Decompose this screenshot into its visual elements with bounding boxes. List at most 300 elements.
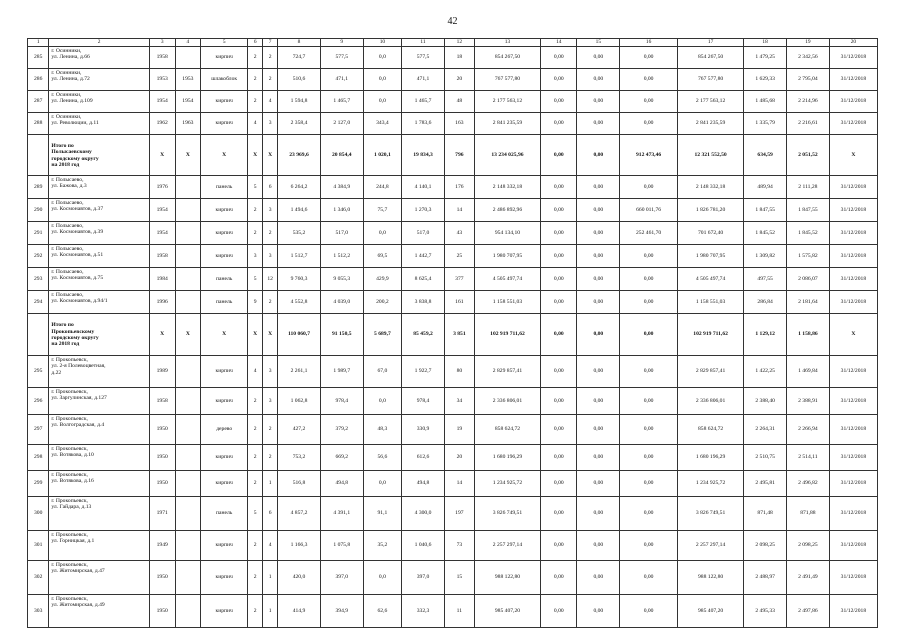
- wall-material-cell: кирпич: [201, 471, 248, 497]
- table-cell: 91 150,5: [320, 314, 363, 356]
- table-cell: 516,8: [278, 471, 321, 497]
- table-cell: 286,84: [744, 291, 787, 314]
- completion-date-cell: 31/12/2018: [829, 199, 877, 222]
- column-number-header: 4: [175, 39, 201, 47]
- table-cell: 102 919 711,62: [677, 314, 743, 356]
- table-cell: 2 261,1: [278, 356, 321, 388]
- table-cell: [175, 47, 201, 69]
- table-cell: 0,00: [620, 415, 678, 445]
- table-cell: 56,6: [363, 445, 401, 471]
- table-cell: 161: [444, 291, 474, 314]
- table-row: [28, 291, 878, 314]
- table-cell: [175, 445, 201, 471]
- table-cell: 1954: [175, 91, 201, 113]
- table-cell: 14: [444, 199, 474, 222]
- table-cell: 176: [444, 176, 474, 199]
- completion-date-cell: 31/12/2018: [829, 388, 877, 415]
- row-number-cell: 285: [28, 47, 49, 69]
- row-number-cell: 293: [28, 268, 49, 291]
- row-number-cell: 291: [28, 222, 49, 245]
- table-cell: 73: [444, 531, 474, 561]
- column-number-header: 9: [320, 39, 363, 47]
- table-cell: 4: [248, 356, 263, 388]
- address-cell: г. Прокопьевск, ул. Горницкая, д.1: [49, 531, 150, 561]
- table-cell: 2 181,64: [787, 291, 830, 314]
- table-cell: 1963: [175, 113, 201, 135]
- table-cell: 0,0: [363, 561, 401, 595]
- completion-date-cell: 31/12/2018: [829, 415, 877, 445]
- table-cell: 494,8: [320, 471, 363, 497]
- table-cell: 2 388,91: [787, 388, 830, 415]
- wall-material-cell: панель: [201, 268, 248, 291]
- wall-material-cell: кирпич: [201, 91, 248, 113]
- table-cell: 1 629,33: [744, 69, 787, 91]
- table-cell: 767 577,80: [474, 69, 540, 91]
- table-row: [28, 561, 878, 595]
- table-cell: 1 512,2: [320, 245, 363, 268]
- address-cell: г. Осинники, ул. Революции, д.11: [49, 113, 150, 135]
- table-cell: 11: [444, 595, 474, 628]
- table-cell: 2 514,11: [787, 445, 830, 471]
- table-cell: 0,00: [620, 445, 678, 471]
- table-cell: 1 158 551,03: [474, 291, 540, 314]
- completion-date-cell: 31/12/2018: [829, 222, 877, 245]
- table-cell: [175, 497, 201, 531]
- table-cell: 48,3: [363, 415, 401, 445]
- table-cell: 1 845,52: [787, 222, 830, 245]
- table-cell: 2: [248, 199, 263, 222]
- completion-date-cell: 31/12/2018: [829, 595, 877, 628]
- table-cell: 4: [263, 531, 278, 561]
- table-cell: [175, 388, 201, 415]
- table-row: [28, 69, 878, 91]
- table-cell: 2 177 563,12: [474, 91, 540, 113]
- table-cell: 397,0: [320, 561, 363, 595]
- table-cell: 1962: [149, 113, 175, 135]
- table-cell: 1953: [175, 69, 201, 91]
- table-cell: 4 300,0: [402, 497, 445, 531]
- table-cell: 660 011,76: [620, 199, 678, 222]
- table-row: [28, 268, 878, 291]
- table-cell: 1 465,7: [402, 91, 445, 113]
- table-cell: 0,00: [577, 291, 620, 314]
- completion-date-cell: 31/12/2018: [829, 176, 877, 199]
- table-cell: 1 469,84: [787, 356, 830, 388]
- table-cell: 197: [444, 497, 474, 531]
- table-cell: 1 479,25: [744, 47, 787, 69]
- table-cell: 1: [263, 595, 278, 628]
- table-cell: 912 473,46: [620, 135, 678, 176]
- table-cell: 0,00: [620, 268, 678, 291]
- table-cell: 0,00: [541, 222, 577, 245]
- table-cell: 3: [263, 388, 278, 415]
- table-cell: 12 321 552,50: [677, 135, 743, 176]
- wall-material-cell: кирпич: [201, 531, 248, 561]
- row-number-cell: [28, 314, 49, 356]
- wall-material-cell: шлакоблок: [201, 69, 248, 91]
- column-number-header: 18: [744, 39, 787, 47]
- completion-date-cell: X: [829, 314, 877, 356]
- column-number-header: 6: [248, 39, 263, 47]
- table-cell: 8 625,4: [402, 268, 445, 291]
- table-cell: 0,00: [577, 268, 620, 291]
- table-cell: 2: [248, 445, 263, 471]
- table-cell: 1 442,7: [402, 245, 445, 268]
- table-cell: 75,7: [363, 199, 401, 222]
- table-cell: 1 234 925,72: [677, 471, 743, 497]
- wall-material-cell: кирпич: [201, 595, 248, 628]
- table-cell: 1 980 707,95: [677, 245, 743, 268]
- wall-material-cell: панель: [201, 291, 248, 314]
- row-number-cell: 286: [28, 69, 49, 91]
- table-cell: 9 760,3: [278, 268, 321, 291]
- table-cell: [175, 245, 201, 268]
- table-cell: 2 216,61: [787, 113, 830, 135]
- table-cell: 2: [248, 415, 263, 445]
- address-cell: г. Прокопьевск, ул. Заргулинская, д.127: [49, 388, 150, 415]
- table-cell: 0,00: [577, 245, 620, 268]
- table-cell: 0,00: [541, 388, 577, 415]
- table-cell: 858 624,72: [474, 415, 540, 445]
- row-number-cell: [28, 135, 49, 176]
- table-cell: 3: [263, 356, 278, 388]
- table-cell: 0,00: [620, 471, 678, 497]
- completion-date-cell: 31/12/2018: [829, 471, 877, 497]
- table-cell: 43: [444, 222, 474, 245]
- table-cell: 20 854,4: [320, 135, 363, 176]
- table-cell: 252 461,70: [620, 222, 678, 245]
- table-cell: 0,00: [620, 388, 678, 415]
- wall-material-cell: кирпич: [201, 222, 248, 245]
- subtotal-row: [28, 314, 878, 356]
- table-cell: 1950: [149, 471, 175, 497]
- table-cell: 1 422,25: [744, 356, 787, 388]
- table-cell: 4 140,1: [402, 176, 445, 199]
- table-cell: 1 922,7: [402, 356, 445, 388]
- wall-material-cell: кирпич: [201, 388, 248, 415]
- table-cell: 2 829 857,41: [474, 356, 540, 388]
- table-cell: 2: [263, 222, 278, 245]
- table-cell: 0,00: [541, 314, 577, 356]
- row-number-cell: 302: [28, 561, 49, 595]
- table-cell: 0,00: [541, 471, 577, 497]
- row-number-cell: 298: [28, 445, 49, 471]
- table-row: [28, 222, 878, 245]
- table-cell: [175, 415, 201, 445]
- table-cell: 0,00: [577, 47, 620, 69]
- table-row: [28, 388, 878, 415]
- row-number-cell: 299: [28, 471, 49, 497]
- table-cell: 0,00: [541, 415, 577, 445]
- table-cell: 0,00: [620, 595, 678, 628]
- table-cell: 0,00: [577, 445, 620, 471]
- table-cell: 2 829 857,41: [677, 356, 743, 388]
- table-cell: 1 158,86: [787, 314, 830, 356]
- address-cell: г. Полысаево, ул. Бажова, д.3: [49, 176, 150, 199]
- table-cell: 1 512,7: [278, 245, 321, 268]
- table-cell: 1: [263, 561, 278, 595]
- completion-date-cell: 31/12/2018: [829, 531, 877, 561]
- table-cell: 871,48: [744, 497, 787, 531]
- table-cell: 3 826 749,51: [474, 497, 540, 531]
- table-cell: 1996: [149, 291, 175, 314]
- table-body: [28, 39, 878, 628]
- table-cell: 5: [248, 176, 263, 199]
- table-cell: 6: [263, 497, 278, 531]
- table-cell: 1 465,7: [320, 91, 363, 113]
- table-cell: 0,00: [541, 445, 577, 471]
- table-cell: 1 594,8: [278, 91, 321, 113]
- table-row: [28, 113, 878, 135]
- table-cell: 2 086,07: [787, 268, 830, 291]
- table-row: [28, 199, 878, 222]
- completion-date-cell: 31/12/2018: [829, 69, 877, 91]
- housing-register-table: [27, 38, 878, 628]
- table-cell: 0,0: [363, 91, 401, 113]
- table-cell: 1 270,3: [402, 199, 445, 222]
- table-cell: 379,2: [320, 415, 363, 445]
- table-cell: 2: [263, 415, 278, 445]
- table-cell: 2 495,33: [744, 595, 787, 628]
- table-cell: 2: [248, 91, 263, 113]
- table-cell: 1950: [149, 595, 175, 628]
- table-cell: 0,00: [577, 415, 620, 445]
- completion-date-cell: 31/12/2018: [829, 91, 877, 113]
- table-cell: 19: [444, 415, 474, 445]
- address-cell: г. Прокопьевск, ул. Вотякова, д.10: [49, 445, 150, 471]
- table-cell: 1958: [149, 388, 175, 415]
- table-cell: X: [175, 135, 201, 176]
- page-number: 42: [447, 16, 458, 27]
- table-cell: 35,2: [363, 531, 401, 561]
- table-cell: 0,00: [541, 291, 577, 314]
- table-cell: 25: [444, 245, 474, 268]
- table-cell: 2 266,94: [787, 415, 830, 445]
- column-number-header: 8: [278, 39, 321, 47]
- table-cell: 0,00: [620, 561, 678, 595]
- table-cell: 0,00: [620, 47, 678, 69]
- table-cell: 6 264,2: [278, 176, 321, 199]
- table-row: [28, 531, 878, 561]
- table-cell: 0,0: [363, 47, 401, 69]
- address-cell: г. Полысаево, ул. Космонавтов, д.94/1: [49, 291, 150, 314]
- subtotal-row: [28, 135, 878, 176]
- table-cell: 1 346,0: [320, 199, 363, 222]
- table-cell: 0,00: [577, 113, 620, 135]
- table-cell: 0,00: [620, 91, 678, 113]
- table-cell: 471,1: [320, 69, 363, 91]
- table-cell: 2 148 332,18: [474, 176, 540, 199]
- column-number-header: 13: [474, 39, 540, 47]
- table-cell: 9 055,3: [320, 268, 363, 291]
- address-cell: г. Прокопьевск, ул. Гайдара, д.13: [49, 497, 150, 531]
- wall-material-cell: кирпич: [201, 113, 248, 135]
- table-cell: [175, 561, 201, 595]
- table-row: [28, 356, 878, 388]
- table-cell: 0,00: [541, 497, 577, 531]
- table-cell: 0,00: [577, 199, 620, 222]
- table-cell: 1 020,1: [363, 135, 401, 176]
- table-cell: 1 680 196,29: [474, 445, 540, 471]
- table-cell: 377: [444, 268, 474, 291]
- table-cell: 2 148 332,18: [677, 176, 743, 199]
- table-cell: [175, 356, 201, 388]
- table-cell: 1 847,55: [787, 199, 830, 222]
- table-cell: 2: [263, 445, 278, 471]
- row-number-cell: 292: [28, 245, 49, 268]
- table-cell: [175, 199, 201, 222]
- table-cell: 3: [263, 199, 278, 222]
- table-cell: 753,2: [278, 445, 321, 471]
- table-cell: 1954: [149, 91, 175, 113]
- table-cell: 0,0: [363, 222, 401, 245]
- table-cell: 2: [248, 69, 263, 91]
- completion-date-cell: 31/12/2018: [829, 113, 877, 135]
- table-cell: 0,00: [620, 356, 678, 388]
- table-row: [28, 91, 878, 113]
- address-cell: г. Прокопьевск, ул. Житомирская, д.49: [49, 595, 150, 628]
- table-cell: 0,00: [541, 176, 577, 199]
- address-cell: г. Прокопьевск, ул. Волгоградская, д.4: [49, 415, 150, 445]
- table-cell: 2 177 563,12: [677, 91, 743, 113]
- table-cell: 2 098,25: [744, 531, 787, 561]
- table-cell: 91,1: [363, 497, 401, 531]
- table-cell: 2 342,56: [787, 47, 830, 69]
- table-cell: 2: [263, 47, 278, 69]
- table-cell: 2 214,96: [787, 91, 830, 113]
- table-cell: [175, 531, 201, 561]
- table-cell: 0,00: [541, 356, 577, 388]
- table-cell: 2 488,97: [744, 561, 787, 595]
- table-cell: 1 158 551,03: [677, 291, 743, 314]
- wall-material-cell: X: [201, 135, 248, 176]
- wall-material-cell: панель: [201, 497, 248, 531]
- table-cell: 1 980 707,95: [474, 245, 540, 268]
- table-cell: 0,00: [577, 176, 620, 199]
- table-cell: 0,00: [541, 531, 577, 561]
- table-cell: 0,00: [577, 561, 620, 595]
- table-cell: 0,00: [541, 113, 577, 135]
- table-cell: 0,00: [541, 199, 577, 222]
- table-cell: 5: [248, 268, 263, 291]
- table-cell: 3: [248, 245, 263, 268]
- table-cell: 1984: [149, 268, 175, 291]
- table-cell: 1 075,8: [320, 531, 363, 561]
- table-cell: 2: [248, 47, 263, 69]
- table-cell: 4: [248, 113, 263, 135]
- table-cell: 4: [263, 91, 278, 113]
- table-cell: 978,4: [320, 388, 363, 415]
- table-cell: 2 497,86: [787, 595, 830, 628]
- completion-date-cell: 31/12/2018: [829, 291, 877, 314]
- table-cell: 3 826 749,51: [677, 497, 743, 531]
- table-cell: 4 505 497,74: [474, 268, 540, 291]
- table-cell: 0,00: [577, 497, 620, 531]
- address-cell: г. Осинники, ул. Ленина, д.109: [49, 91, 150, 113]
- table-cell: [175, 222, 201, 245]
- table-cell: [175, 176, 201, 199]
- table-cell: 577,5: [402, 47, 445, 69]
- table-row: [28, 415, 878, 445]
- table-cell: 244,8: [363, 176, 401, 199]
- table-cell: 634,59: [744, 135, 787, 176]
- column-number-header: 15: [577, 39, 620, 47]
- table-cell: 13 234 025,96: [474, 135, 540, 176]
- table-cell: 1 309,82: [744, 245, 787, 268]
- table-cell: 2: [248, 531, 263, 561]
- table-cell: 0,00: [541, 245, 577, 268]
- column-number-header: 3: [149, 39, 175, 47]
- table-cell: 20: [444, 69, 474, 91]
- table-cell: 2 336 806,01: [474, 388, 540, 415]
- completion-date-cell: 31/12/2018: [829, 445, 877, 471]
- table-cell: 0,00: [541, 69, 577, 91]
- table-row: [28, 497, 878, 531]
- row-number-cell: 301: [28, 531, 49, 561]
- column-number-header: 17: [677, 39, 743, 47]
- table-cell: 1 335,79: [744, 113, 787, 135]
- table-cell: 2 257 297,14: [474, 531, 540, 561]
- table-cell: 343,4: [363, 113, 401, 135]
- address-cell: г. Прокопьевск, ул. 2-я Полевоцветная, д.22: [49, 356, 150, 388]
- wall-material-cell: кирпич: [201, 199, 248, 222]
- completion-date-cell: 31/12/2018: [829, 356, 877, 388]
- table-cell: 4 391,1: [320, 497, 363, 531]
- table-cell: 489,94: [744, 176, 787, 199]
- table-row: [28, 47, 878, 69]
- table-cell: 1 062,8: [278, 388, 321, 415]
- table-cell: 535,2: [278, 222, 321, 245]
- table-cell: 69,5: [363, 245, 401, 268]
- row-number-cell: 297: [28, 415, 49, 445]
- table-cell: 414,9: [278, 595, 321, 628]
- table-cell: 2: [248, 388, 263, 415]
- wall-material-cell: кирпич: [201, 445, 248, 471]
- table-cell: 0,00: [577, 388, 620, 415]
- table-cell: 2 795,04: [787, 69, 830, 91]
- table-cell: [175, 268, 201, 291]
- table-cell: 497,55: [744, 268, 787, 291]
- table-cell: 2: [248, 222, 263, 245]
- table-cell: 0,00: [541, 595, 577, 628]
- address-cell: г. Полысаево, ул. Космонавтов, д.51: [49, 245, 150, 268]
- table-cell: X: [263, 314, 278, 356]
- table-cell: 0,00: [541, 561, 577, 595]
- table-cell: 1958: [149, 47, 175, 69]
- table-cell: 985 407,20: [474, 595, 540, 628]
- table-cell: 0,00: [577, 91, 620, 113]
- table-cell: 2 336 806,01: [677, 388, 743, 415]
- table-cell: 1950: [149, 561, 175, 595]
- wall-material-cell: кирпич: [201, 47, 248, 69]
- completion-date-cell: 31/12/2018: [829, 47, 877, 69]
- table-cell: 1 166,3: [278, 531, 321, 561]
- table-cell: 2 127,0: [320, 113, 363, 135]
- table-cell: 1 485,68: [744, 91, 787, 113]
- table-cell: 420,0: [278, 561, 321, 595]
- table-cell: 767 577,80: [677, 69, 743, 91]
- table-cell: 1 494,6: [278, 199, 321, 222]
- table-row: [28, 471, 878, 497]
- table-cell: 858 624,72: [677, 415, 743, 445]
- table-cell: 1976: [149, 176, 175, 199]
- table-cell: 1950: [149, 445, 175, 471]
- table-cell: 517,0: [402, 222, 445, 245]
- table-cell: 5: [248, 497, 263, 531]
- table-cell: 5 689,7: [363, 314, 401, 356]
- table-row: [28, 176, 878, 199]
- table-cell: 0,00: [577, 531, 620, 561]
